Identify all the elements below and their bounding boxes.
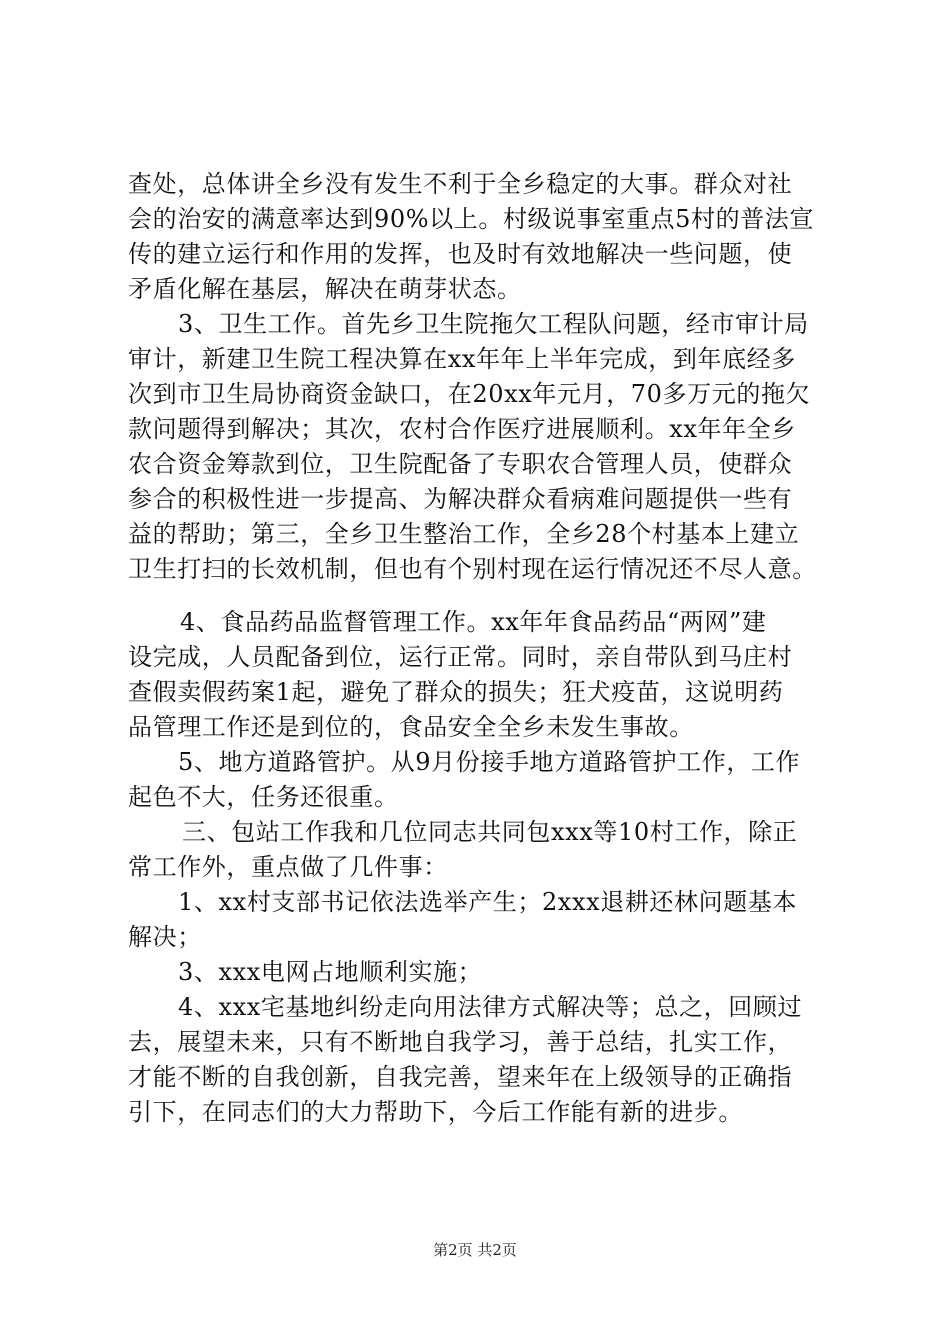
text-line: 品管理工作还是到位的，食品安全全乡未发生事故。	[128, 713, 694, 741]
text-line: 卫生打扫的长效机制，但也有个别村现在运行情况还不尽人意。	[128, 555, 817, 583]
text-line: 查处，总体讲全乡没有发生不利于全乡稳定的大事。群众对社	[128, 170, 793, 198]
text-line: 5、地方道路管护。从9月份接手地方道路管护工作，工作	[178, 748, 801, 776]
text-line: 起色不大，任务还很重。	[128, 783, 399, 811]
text-line: 款问题得到解决；其次，农村合作医疗进展顺利。xx年年全乡	[128, 415, 796, 443]
text-line: 引下，在同志们的大力帮助下，今后工作能有新的进步。	[128, 1098, 743, 1126]
text-line: 审计，新建卫生院工程决算在xx年年上半年完成，到年底经多	[128, 345, 796, 373]
text-line: 查假卖假药案1起，避免了群众的损失；狂犬疫苗，这说明药	[128, 678, 784, 706]
text-line: 矛盾化解在基层，解决在萌芽状态。	[128, 275, 522, 303]
text-line: 解决；	[128, 923, 202, 951]
text-line: 常工作外，重点做了几件事：	[128, 853, 448, 881]
text-line: 1、xx村支部书记依法选举产生；2xxx退耕还林问题基本	[178, 888, 798, 916]
text-line: 3、卫生工作。首先乡卫生院拖欠工程队问题，经市审计局	[178, 310, 809, 338]
page-number: 第2页 共2页	[433, 1241, 517, 1259]
text-line: 4、食品药品监督管理工作。xx年年食品药品“两网”建	[180, 608, 767, 636]
text-line: 会的治安的满意率达到90%以上。村级说事室重点5村的普法宣	[128, 205, 815, 233]
text-line: 益的帮助；第三，全乡卫生整治工作，全乡28个村基本上建立	[128, 520, 800, 548]
text-line: 设完成，人员配备到位，运行正常。同时，亲自带队到马庄村	[128, 643, 793, 671]
text-line: 3、xxx电网占地顺利实施；	[178, 958, 483, 986]
text-line: 次到市卫生局协商资金缺口，在20xx年元月，70多万元的拖欠	[128, 380, 811, 408]
text-line: 农合资金筹款到位，卫生院配备了专职农合管理人员，使群众	[128, 450, 793, 478]
text-line: 去，展望未来，只有不断地自我学习，善于总结，扎实工作，	[128, 1028, 793, 1056]
text-line: 三、包站工作我和几位同志共同包xxx等10村工作，除正	[182, 818, 798, 846]
text-line: 参合的积极性进一步提高、为解决群众看病难问题提供一些有	[128, 485, 793, 513]
text-line: 4、xxx宅基地纠纷走向用法律方式解决等；总之，回顾过	[178, 993, 803, 1021]
text-line: 才能不断的自我创新，自我完善，望来年在上级领导的正确指	[128, 1063, 793, 1091]
text-line: 传的建立运行和作用的发挥，也及时有效地解决一些问题，使	[128, 240, 793, 268]
